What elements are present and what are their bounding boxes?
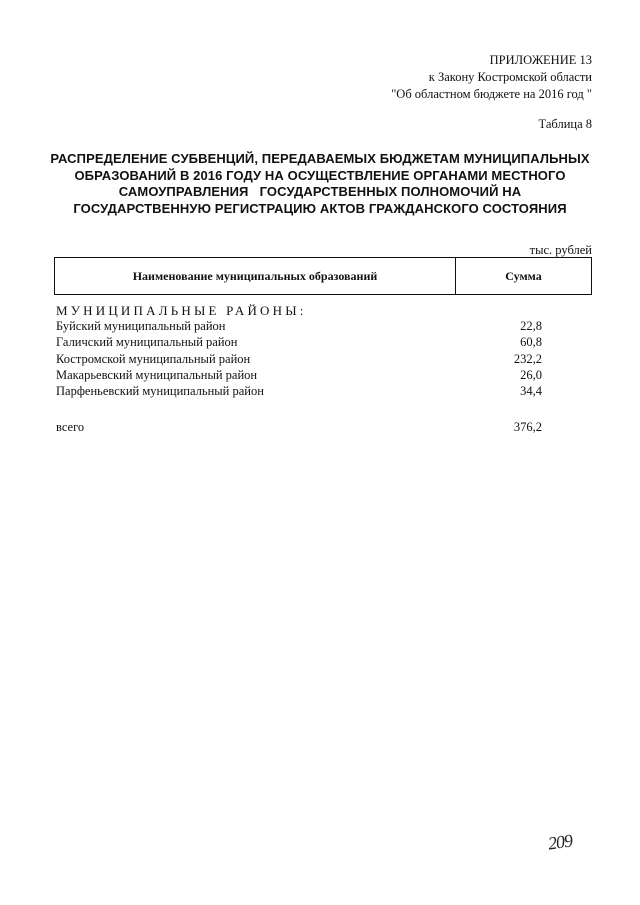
row-amount: 60,8 — [520, 335, 542, 350]
row-amount: 34,4 — [520, 384, 542, 399]
total-row — [56, 420, 542, 435]
table-row — [56, 383, 542, 399]
title-line: ОБРАЗОВАНИЙ В 2016 ГОДУ НА ОСУЩЕСТВЛЕНИЕ ОРГАНАМИ МЕСТНОГО — [74, 167, 566, 183]
row-name: Парфеньевский муниципальный район — [56, 384, 264, 399]
page-number-text: 209 — [546, 830, 574, 854]
unit-label: тыс. рублей — [529, 243, 592, 257]
table-row — [56, 334, 542, 350]
table-row — [56, 351, 542, 367]
table-row — [56, 367, 542, 383]
table-body — [56, 318, 542, 399]
row-amount: 232,2 — [513, 351, 542, 366]
section-heading: МУНИЦИПАЛЬНЫЕ РАЙОНЫ: — [56, 303, 307, 318]
table-row — [56, 318, 542, 334]
header-amount-column: Сумма — [505, 268, 542, 283]
appendix-number: ПРИЛОЖЕНИЕ 13 — [489, 53, 592, 67]
total-amount: 376,2 — [513, 420, 542, 434]
appendix-law-title: "Об областном бюджете на 2016 год " — [391, 87, 592, 101]
document-title — [48, 151, 592, 217]
row-name: Буйский муниципальный район — [56, 319, 226, 333]
total-label: всего — [56, 420, 85, 434]
title-line: РАСПРЕДЕЛЕНИЕ СУБВЕНЦИЙ, ПЕРЕДАВАЕМЫХ БЮДЖЕТАМ МУНИЦИПАЛЬНЫХ — [50, 151, 590, 166]
table-header — [54, 257, 592, 295]
row-name: Макарьевский муниципальный район — [56, 367, 258, 382]
table-label: Таблица 8 — [538, 117, 592, 131]
title-line: ГОСУДАРСТВЕННУЮ РЕГИСТРАЦИЮ АКТОВ ГРАЖДАНСКОГО СОСТОЯНИЯ — [73, 200, 567, 216]
title-line: САМОУПРАВЛЕНИЯ ГОСУДАРСТВЕННЫХ ПОЛНОМОЧИЙ НА — [118, 184, 522, 199]
handwritten-page-number — [547, 830, 574, 854]
row-name: Костромской муниципальный район — [56, 351, 251, 366]
appendix-law-reference: к Закону Костромской области — [428, 70, 592, 84]
row-name: Галичский муниципальный район — [56, 335, 238, 350]
row-amount: 26,0 — [520, 367, 542, 382]
header-name-column: Наименование муниципальных образований — [55, 258, 456, 294]
appendix-header — [391, 52, 592, 103]
row-amount: 22,8 — [520, 319, 542, 333]
